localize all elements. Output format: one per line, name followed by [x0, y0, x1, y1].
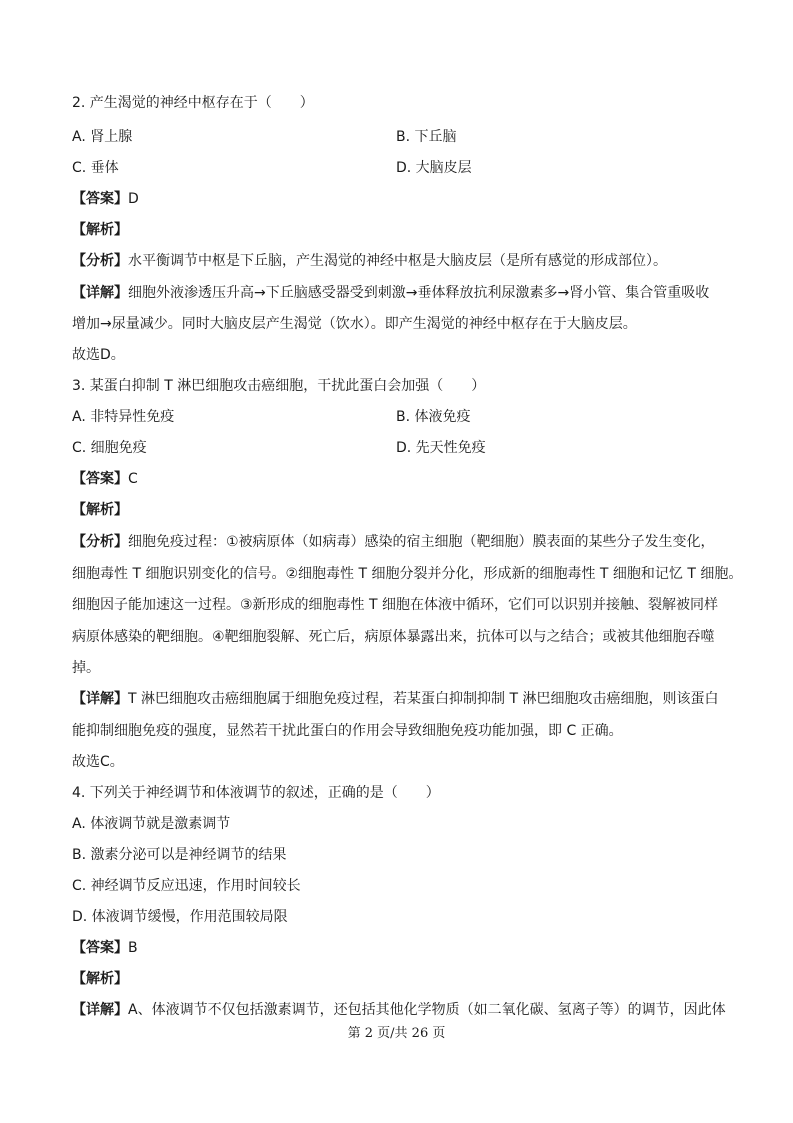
- q3-xiangjie-2: 能抑制细胞免疫的强度，显然若干扰此蛋白的作用会导致细胞免疫功能加强，即 C 正确。: [72, 723, 623, 739]
- xiangjie-tag: 【详解】: [72, 285, 128, 301]
- q2-conclusion: 故选D。: [72, 347, 125, 363]
- q2-xiangjie-2: 增加→尿量减少。同时大脑皮层产生渴觉（饮水）。即产生渴觉的神经中枢存在于大脑皮层。: [72, 316, 637, 332]
- answer-tag: 【答案】: [72, 191, 128, 207]
- q4-analysis-heading: 【解析】: [72, 971, 128, 987]
- q2-stem: 2. 产生渴觉的神经中枢存在于（ ）: [72, 95, 314, 111]
- q4-option-d: D. 体液调节缓慢，作用范围较局限: [72, 909, 288, 925]
- q4-xiangjie-1: [72, 1000, 726, 1020]
- q3-fenxi-2: 细胞毒性 T 细胞识别变化的信号。②细胞毒性 T 细胞分裂并分化，形成新的细胞毒性 T 细胞和记忆 T 细胞。: [72, 566, 743, 582]
- q3-option-a: A. 非特异性免疫: [72, 409, 175, 425]
- fenxi-text: 细胞免疫过程：①被病原体（如病毒）感染的宿主细胞（靶细胞）膜表面的某些分子发生变化，: [128, 534, 715, 550]
- q3-fenxi-1: [72, 532, 715, 552]
- q4-option-a: A. 体液调节就是激素调节: [72, 816, 231, 832]
- q3-xiangjie-1: [72, 689, 718, 709]
- page-number-footer: 第 2 页/共 26 页: [347, 1026, 446, 1041]
- q2-option-a: A. 肾上腺: [72, 129, 133, 145]
- q4-option-b: B. 激素分泌可以是神经调节的结果: [72, 847, 287, 863]
- q2-answer: [72, 189, 139, 209]
- q2-option-b: B. 下丘脑: [396, 129, 457, 145]
- q3-stem: 3. 某蛋白抑制 T 淋巴细胞攻击癌细胞，干扰此蛋白会加强（ ）: [72, 378, 486, 394]
- q2-xiangjie-1: [72, 283, 709, 303]
- q3-fenxi-5: 掉。: [72, 660, 100, 676]
- q2-analysis-heading: 【解析】: [72, 222, 128, 238]
- answer-tag: 【答案】: [72, 471, 128, 487]
- xiangjie-text: 细胞外液渗透压升高→下丘脑感受器受到刺激→垂体释放抗利尿激素多→肾小管、集合管重吸收: [128, 285, 710, 301]
- q4-answer: [72, 938, 138, 958]
- xiangjie-tag: 【详解】: [72, 691, 128, 707]
- xiangjie-text: T 淋巴细胞攻击癌细胞属于细胞免疫过程，若某蛋白抑制抑制 T 淋巴细胞攻击癌细胞，则该蛋白: [128, 691, 719, 707]
- answer-value: B: [128, 940, 138, 956]
- answer-value: C: [128, 471, 138, 487]
- answer-value: D: [128, 191, 139, 207]
- fenxi-tag: 【分析】: [72, 253, 128, 269]
- q3-option-d: D. 先天性免疫: [396, 440, 486, 456]
- q3-answer: [72, 469, 138, 489]
- fenxi-tag: 【分析】: [72, 534, 128, 550]
- q3-fenxi-4: 病原体感染的靶细胞。④靶细胞裂解、死亡后，病原体暴露出来，抗体可以与之结合；或被其他细胞吞噬: [72, 629, 715, 645]
- q3-conclusion: 故选C。: [72, 754, 124, 770]
- q2-option-c: C. 垂体: [72, 160, 119, 176]
- fenxi-text: 水平衡调节中枢是下丘脑，产生渴觉的神经中枢是大脑皮层（是所有感觉的形成部位）。: [128, 253, 667, 269]
- q4-stem: 4. 下列关于神经调节和体液调节的叙述，正确的是（ ）: [72, 785, 440, 801]
- q3-option-b: B. 体液免疫: [396, 409, 471, 425]
- q3-analysis-heading: 【解析】: [72, 502, 128, 518]
- q4-option-c: C. 神经调节反应迅速，作用时间较长: [72, 878, 301, 894]
- q3-option-c: C. 细胞免疫: [72, 440, 147, 456]
- xiangjie-tag: 【详解】: [72, 1002, 128, 1018]
- q3-fenxi-3: 细胞因子能加速这一过程。③新形成的细胞毒性 T 细胞在体液中循环，它们可以识别并接触、裂解被同样: [72, 597, 719, 613]
- xiangjie-text: A、体液调节不仅包括激素调节，还包括其他化学物质（如二氧化碳、氢离子等）的调节，因此体: [128, 1002, 726, 1018]
- q2-option-d: D. 大脑皮层: [396, 160, 472, 176]
- q2-fenxi: [72, 251, 667, 271]
- answer-tag: 【答案】: [72, 940, 128, 956]
